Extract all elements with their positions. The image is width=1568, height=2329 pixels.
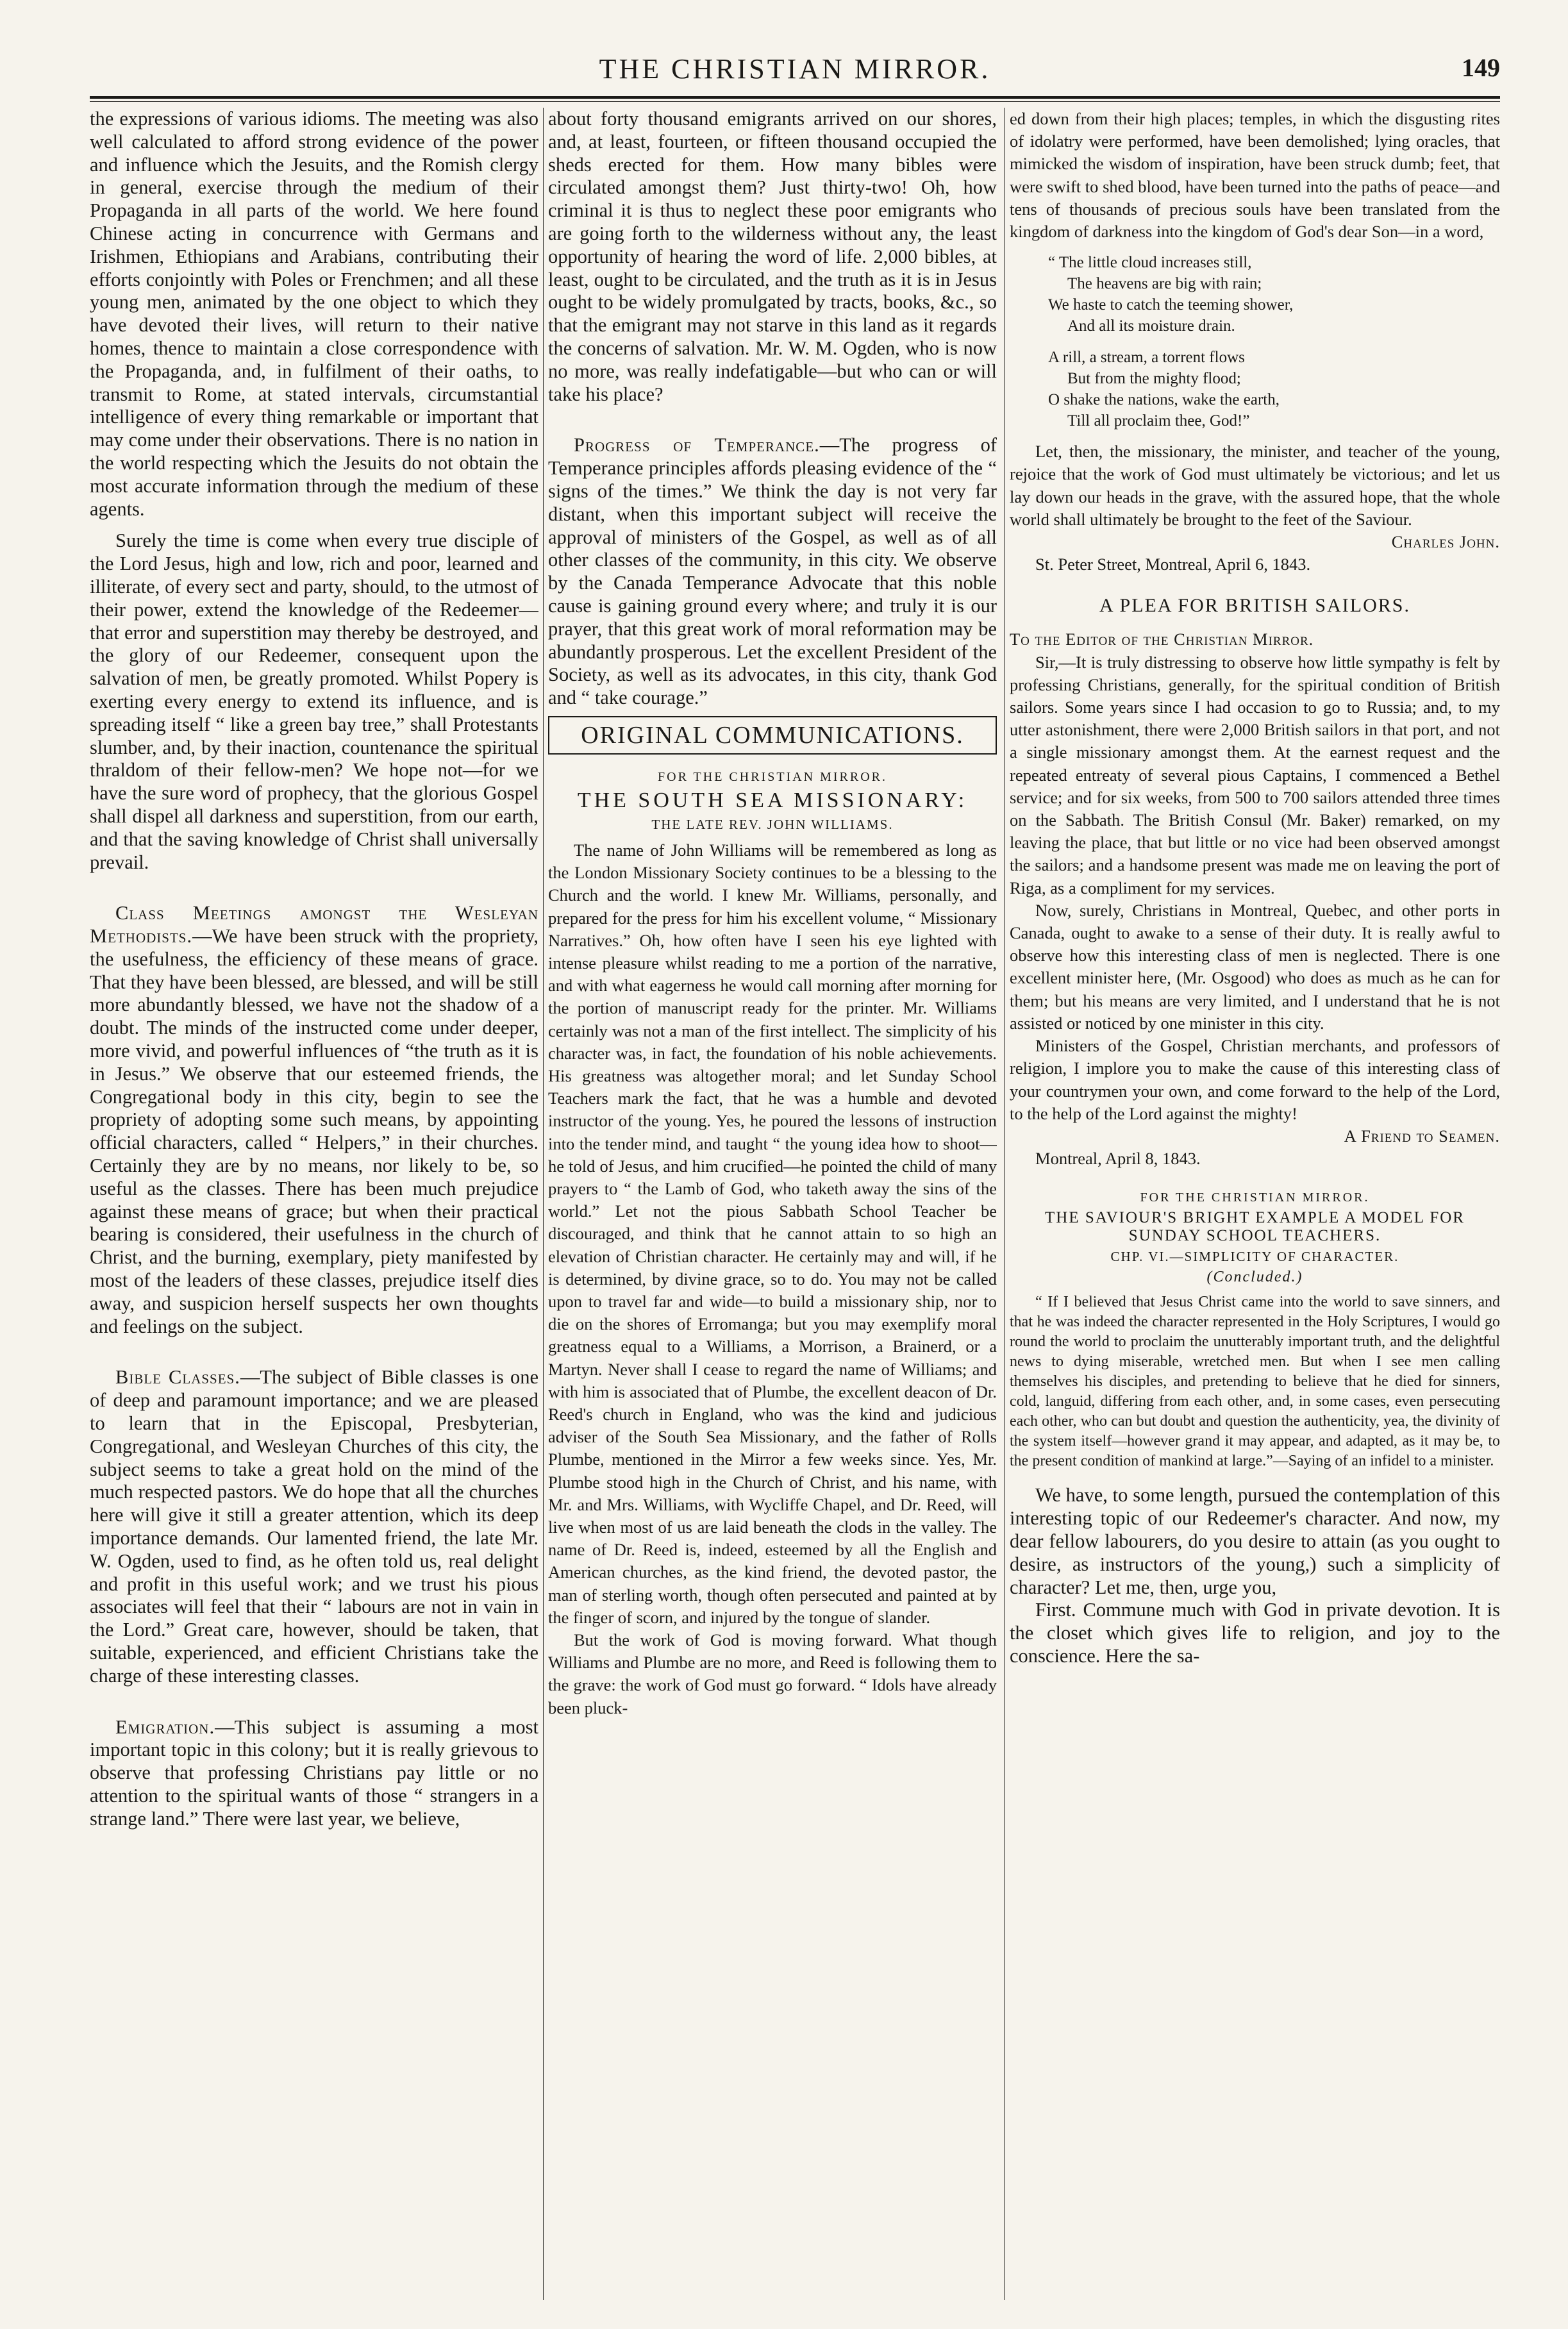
paragraph-now-surely: Now, surely, Christians in Montreal, Quebec, and other ports in Canada, ought to awake to a sense of their duty. It is really awful to observe how this interesting class of men is neglected. There is one excellent minister here, (Mr. Osgood) who does as much as he can for them; but his means are very limited, and I understand that he is not assisted or noticed by one minister in this city. bbox=[1010, 900, 1500, 1033]
running-title: THE CHRISTIAN MIRROR. bbox=[599, 53, 991, 85]
concluded-note: (Concluded.) bbox=[1206, 1269, 1303, 1286]
column-left bbox=[90, 108, 538, 2300]
text-temperance: —The progress of Temperance principles affords pleasing evidence of the “ signs of the times.” We think the day is not very far distant, when this important subject will receive the approval of ministers of the Gospel, as well as of all other classes of the community, in this city. We observe by the Canada Temperance Advocate that this noble cause is gaining ground every where; and truly it is our prayer, that this great work of moral reformation may be abundantly prosperous. Let the excellent President of the Society, as well as its advocates, in this city, thank God and “ take courage.” bbox=[548, 434, 997, 709]
to-the-editor: To the Editor of the Christian Mirror. bbox=[1010, 630, 1314, 649]
lead-class-meetings: Class Meetings amongst the Wesleyan Methodists. bbox=[90, 902, 538, 947]
paragraph-work-of-god: But the work of God is moving forward. What though Williams and Plumbe are no more, and Reed is following them to the grave: the work of God must go forward. “ Idols have already been pluck- bbox=[548, 1630, 997, 1717]
page-number: 149 bbox=[1462, 53, 1500, 82]
column-middle bbox=[548, 108, 997, 2300]
lead-emigration: Emigration. bbox=[115, 1715, 215, 1738]
headline-saviours-example: THE SAVIOUR'S BRIGHT EXAMPLE A MODEL FOR SUNDAY SCHOOL TEACHERS. bbox=[1045, 1209, 1465, 1245]
verse-line: But from the mighty flood; bbox=[1067, 370, 1241, 388]
column-divider bbox=[1004, 108, 1005, 2300]
text-bible-classes: —The subject of Bible classes is one of deep and paramount importance; and we are pleased to learn that in the Episcopal, Presbyterian, Congregational, and Wesleyan Churches of this city, the subject seems to take a great hold on the mind of the much respected pastors. We do hope that all the churches here will give it still a greater attention, which its deep importance demands. Our lamented friend, the late Mr. W. Ogden, used to find, as he often told us, real delight and profit in this useful work; and we trust his pious associates will feel that their “ labours are not in vain in the Lord.” Great care, however, should be taken, that suitable, experienced, and efficient Christians take the charge of these interesting classes. bbox=[90, 1366, 538, 1687]
paragraph-first-commune: First. Commune much with God in private devotion. It is the closet which gives life to religion, and joy to the conscience. Here the sa- bbox=[1010, 1599, 1500, 1667]
headline-plea: A PLEA FOR BRITISH SAILORS. bbox=[1099, 595, 1410, 617]
verse-line: We haste to catch the teeming shower, bbox=[1048, 296, 1294, 314]
kicker-for-mirror-2: FOR THE CHRISTIAN MIRROR. bbox=[1140, 1190, 1370, 1205]
text-class-meetings: —We have been struck with the propriety, the usefulness, the efficiency of these means of grace. That they have been blessed, are blessed, and will be still more abundantly blessed, we have not the shadow of a doubt. The minds of the instructed come under deeper, more vivid, and powerful influences of “the truth as it is in Jesus.” We observe that our esteemed friends, the Congregational body in this city, begin to see the propriety of adopting some such means, by appointing official characters, called “ Helpers,” in their churches. Certainly they are by no means, nor likely to be, so useful as the classes. There has been much prejudice against these means of grace; but when their practical bearing is considered, their usefulness in the church of Christ, and the burning, exemplary, piety manifested by most of the leaders of these classes, prejudice itself dies away, and suspicion herself suspects her own thoughts and feelings on the subject. bbox=[90, 925, 538, 1337]
verse-line: The heavens are big with rain; bbox=[1067, 275, 1262, 293]
paragraph-sir: Sir,—It is truly distressing to observe how little sympathy is felt by professing Christians, generally, for the spiritual condition of British sailors. Some years since I had occasion to go to Russia; and, to my utter astonishment, there were 2,000 British sailors in that port, and not a single missionary amongst them. At the earnest request and the repeated entreaty of several pious Captains, I commenced a Bethel service; and for six weeks, from 500 to 700 sailors attended three times on the Sabbath. The British Consul (Mr. Baker) remarked, on my leaving the place, that but little or no vice had been observed amongst the sailors; and a handsome present was made me on leaving the port of Riga, as a compliment for my services. bbox=[1010, 652, 1500, 897]
lead-bible-classes: Bible Classes. bbox=[115, 1366, 240, 1389]
column-divider bbox=[543, 108, 544, 2300]
paragraph-temperance bbox=[548, 434, 997, 710]
verse-line: Till all proclaim thee, God!” bbox=[1067, 412, 1250, 430]
paragraph-we-have: We have, to some length, pursued the contemplation of this interesting topic of our Redeemer's character. And now, my dear fellow labourers, do you desire to attain (as you ought to desire, as instructors of the young,) such a simplicity of character? Let me, then, urge you, bbox=[1010, 1484, 1500, 1598]
paragraph-ministers: Ministers of the Gospel, Christian merchants, and professors of religion, I implore you to make the cause of this interesting class of your countrymen your own, and come forward to the help of the Lord, to the help of the Lord against the mighty! bbox=[1010, 1036, 1500, 1123]
paragraph-emigrants: about forty thousand emigrants arrived on our shores, and, at least, fourteen, or fifteen thousand occupied the sheds erected for them. How many bibles were circulated amongst them? Just thirty-two! Oh, how criminal it is thus to neglect these poor emigrants who are going forth to the wilderness without any, the least opportunity of hearing the word of life. 2,000 bibles, at least, ought to be circulated, and the truth as it is in Jesus ought to be widely promulgated by tracts, books, &c., so that the emigrant may not starve in this land as it regards the concerns of salvation. Mr. W. M. Ogden, who is now no more, was really indefatigable—but who can or will take his place? bbox=[548, 108, 997, 405]
signature-friend-to-seamen: A Friend to Seamen. bbox=[1344, 1126, 1500, 1146]
paragraph-bible-classes bbox=[90, 1366, 538, 1687]
verse-line: And all its moisture drain. bbox=[1067, 317, 1235, 335]
header-rule bbox=[90, 96, 1500, 102]
verse-line: A rill, a stream, a torrent flows bbox=[1048, 349, 1245, 367]
paragraph-rejoice: Let, then, the missionary, the minister, and teacher of the young, rejoice that the work of God must ultimately be victorious; and let us lay down our heads in the grave, with the assured hope, that the whole world shall ultimately be brought to the feet of the Saviour. bbox=[1010, 442, 1500, 529]
text-emigration: —This subject is assuming a most important topic in this colony; but it is really grievous to observe that professing Christians pay little or no attention to the spiritual wants of those “ strangers in a strange land.” There were last year, we believe, bbox=[90, 1715, 538, 1830]
paragraph-idols: ed down from their high places; temples, in which the disgusting rites of idolatry were performed, have been demolished; lying oracles, that mimicked the wisdom of inspiration, have been struck dumb; feet, that were swift to shed blood, have been turned into the paths of peace—and tens of thousands of precious souls have been translated from the kingdom of darkness into the kingdom of God's dear Son—in a word, bbox=[1010, 109, 1500, 242]
paragraph-surely: Surely the time is come when every true disciple of the Lord Jesus, high and low, rich and poor, learned and illiterate, of every sect and party, should, to the utmost of their power, extend the knowledge of the Redeemer—that error and superstition may thereby be destroyed, and the glory of our Redeemer, consequent upon the salvation of men, be greatly promoted. Whilst Popery is exerting every energy to extend its influence, and is spreading itself “ like a green bay tree,” shall Protestants slumber, and, by their inaction, countenance the spiritual thraldom of their fellow-men? We hope not—for we have the sure word of prophecy, that the glorious Gospel shall dispel all darkness and superstition, from our earth, and that the saving knowledge of Christ shall universally prevail. bbox=[90, 530, 538, 873]
subhead-williams: THE LATE REV. JOHN WILLIAMS. bbox=[651, 816, 894, 832]
lead-temperance: Progress of Temperance. bbox=[574, 434, 820, 456]
section-title-box: ORIGINAL COMMUNICATIONS. bbox=[548, 716, 997, 755]
dateline-montreal: Montreal, April 8, 1843. bbox=[1035, 1149, 1201, 1169]
page-header bbox=[90, 50, 1500, 95]
verse-line: “ The little cloud increases still, bbox=[1048, 254, 1252, 272]
paragraph-class-meetings bbox=[90, 902, 538, 1338]
dateline-st-peter: St. Peter Street, Montreal, April 6, 1843. bbox=[1035, 555, 1311, 574]
chapter-heading: CHP. VI.—SIMPLICITY OF CHARACTER. bbox=[1110, 1249, 1399, 1265]
paragraph-emigration bbox=[90, 1716, 538, 1831]
verse-block bbox=[1048, 252, 1500, 431]
kicker-for-mirror: FOR THE CHRISTIAN MIRROR. bbox=[658, 769, 887, 784]
verse-line: O shake the nations, wake the earth, bbox=[1048, 391, 1280, 409]
paragraph-williams: The name of John Williams will be remembered as long as the London Missionary Society continues to be a blessing to the Church and the world. I knew Mr. Williams, personally, and prepared for the press for him his excellent volume, “ Missionary Narratives.” Oh, how often have I seen his eye lighted with intense pleasure whilst reading to me a portion of the narrative, and with what eagerness he would call morning after morning for the portion of manuscript ready for the printer. Mr. Williams certainly was not a man of the first intellect. The simplicity of his character was, in fact, the foundation of his noble achievements. His greatness was altogether moral; and let Sunday School Teachers mark the fact, that he was a humble and devoted instructor of the young. Yes, he poured the lessons of instruction into the tender mind, and taught “ the young idea how to shoot—he told of Jesus, and him crucified—he pointed the child of many prayers to “ the Lamb of God, who taketh away the sins of the world.” Let not the pious Sabbath School Teacher be discouraged, and think that he cannot attain to so high an elevation of Christian character. He certainly may and will, if he is determined, by divine grace, so to do. You may not be called upon to travel far and wide—to build a missionary ship, nor to die on the shores of Erromanga; but you may exemplify moral greatness equal to a Williams, a Morrison, a Brainerd, or a Martyn. Never shall I cease to regard the name of Williams; and with him is associated that of Plumbe, the excellent deacon of Dr. Reed's church in England, who was the kind and judicious adviser of the South Sea Missionary, and the father of Rolls Plumbe, mentioned in the Mirror a few weeks since. Yes, Mr. Plumbe stood high in the Church of Christ, and his name, with Mr. and Mrs. Williams, with Wycliffe Chapel, and Dr. Reed, will live when most of us are laid beneath the clods in the valley. The name of Dr. Reed is, indeed, esteemed by all the English and American churches, as the kind friend, the devoted pastor, the man of sterling worth, though often persecuted and painted at by the finger of scorn, and injured by the tongue of slander. bbox=[548, 840, 997, 1627]
quote-infidel: “ If I believed that Jesus Christ came into the world to save sinners, and that he was indeed the character represented in the Holy Scriptures, I would go round the world to proclaim the unutterably important truth, and the delightful news to dying miserable, wretched men. But when I see men calling themselves his disciples, and pretending to believe that he died for sinners, cold, languid, differing from each other, and, in some cases, even persecuting each other, who can but doubt and question the authenticity, yea, the divinity of the system itself—however grand it may appear, and adapted, as it may be, to the present condition of mankind at large.”—Saying of an infidel to a minister. bbox=[1010, 1294, 1500, 1470]
column-right bbox=[1010, 108, 1500, 2300]
signature-charles-john: Charles John. bbox=[1391, 532, 1500, 552]
paragraph-propaganda: the expressions of various idioms. The meeting was also well calculated to afford strong evidence of the power and influence which the Jesuits, and the Romish clergy in general, exercise through the medium of their Propaganda in all parts of the world. We here found Chinese acting in concurrence with Germans and Irishmen, Ethiopians and Arabians, contributing their efforts conjointly with Poles or Frenchmen; and all these young men, animated by the one object to which they have devoted their lives, will return to their native homes, thence to maintain a close correspondence with the Propaganda, and, in fulfilment of their oaths, to transmit to Rome, at stated intervals, circumstantial intelligence of every thing remarkable or important that may come under their observations. There is no nation in the world respecting which the Jesuits do not obtain the most accurate information through the medium of these agents. bbox=[90, 108, 538, 520]
headline-south-sea: THE SOUTH SEA MISSIONARY: bbox=[577, 788, 968, 812]
